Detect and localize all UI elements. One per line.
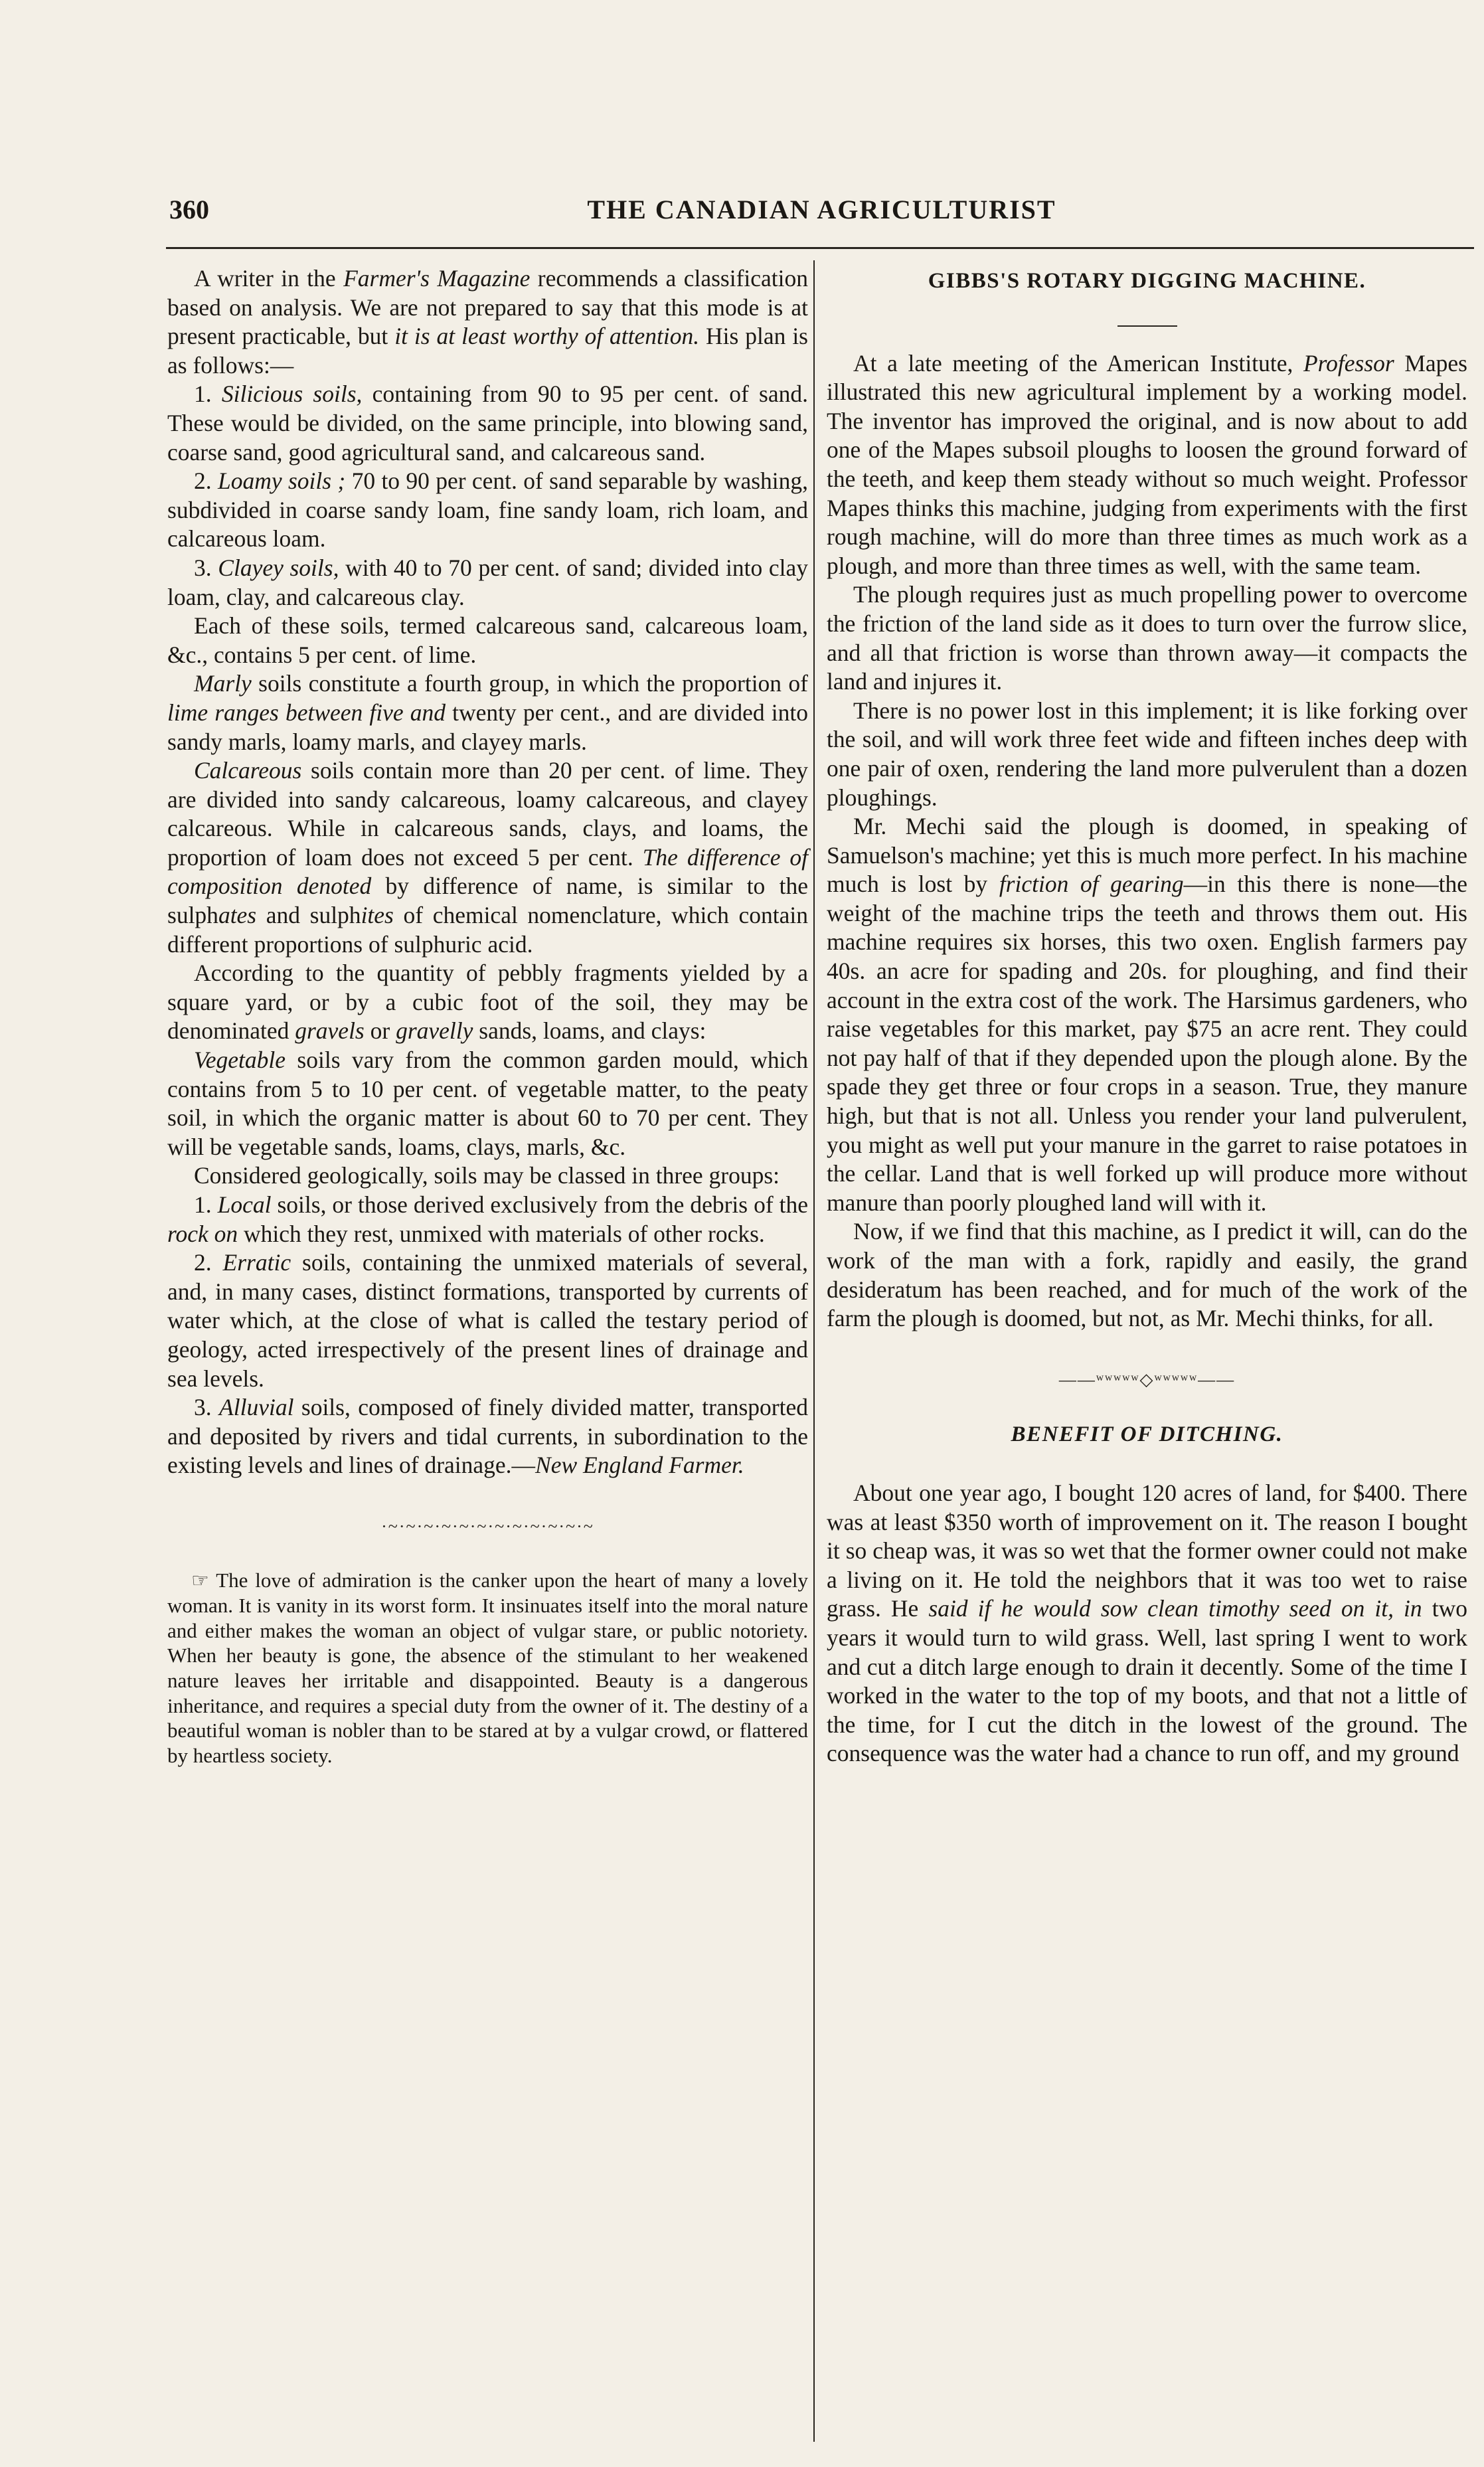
left-column <box>167 264 808 1768</box>
digging-machine-paragraph-3: There is no power lost in this implement; it is like forking over the soil, and will work three feet wide and fifteen inches deep with one pair of oxen, rendering the land more pulverulent than a dozen ploughings. <box>827 697 1467 811</box>
article-heading-digging-machine: GIBBS'S ROTARY DIGGING MACHINE. <box>928 269 1366 293</box>
digging-machine-paragraph-2: The plough requires just as much propelling power to overcome the friction of the land side as it does to turn over the furrow slice, and all that friction is worse than thrown away—it compacts the land and injures it. <box>827 581 1467 695</box>
alluvial-soils-item: 3. Alluvial soils, composed of finely divided matter, transported and deposited by rivers and tidal currents, in subordination to the existing levels and lines of drainage.—New England Farmer. <box>167 1394 808 1479</box>
ditching-paragraph-1: About one year ago, I bought 120 acres of land, for $400. There was at least $350 worth of improvement on it. The reason I bought it so cheap was, it was so wet that the former owner could not make a living on it. He told the neighbors that it was too wet to raise grass. He said if he would sow clean timothy seed on it, in two years it would turn to wild grass. Well, last spring I went to work and cut a ditch large enough to drain it decently. Some of the time I worked in the water to the top of my boots, and that not a little of the time, for I cut the ditch in the lowest of the ground. The consequence was the water had a chance to run off, and my ground <box>827 1479 1467 1767</box>
page-header <box>169 194 1474 226</box>
marly-soils-paragraph: Marly soils constitute a fourth group, in which the proportion of lime ranges between five and twenty per cent., and are divided into sandy marls, loamy marls, and clayey marls. <box>167 670 809 755</box>
loamy-soils-item: 2. Loamy soils ; 70 to 90 per cent. of sand separable by washing, subdivided in coarse sandy loam, fine sandy loam, rich loam, and calcareous loam. <box>167 468 809 553</box>
calcareous-soils-paragraph: Calcareous soils contain more than 20 per cent. of lime. They are divided into sandy calcareous, loamy calcareous, and clayey calcareous. While in calcareous sands, clays, and loams, the proportion of loam does not exceed 5 per cent. The difference of composition denoted by difference of name, is similar to the sulphates and sulphites of chemical nomenclature, which contain different proportions of sulphuric acid. <box>167 757 808 958</box>
section-ornament-right: ——ʷʷʷʷʷ◇ʷʷʷʷʷ—— <box>1058 1369 1236 1389</box>
vegetable-soils-paragraph: Vegetable soils vary from the common garden mould, which contains from 5 to 10 per cent. of vegetable matter, to the peaty soil, in which the organic matter is about 60 to 70 per cent. They will be vegetable sands, loams, clays, marls, &c. <box>167 1047 808 1160</box>
digging-machine-paragraph-4: Mr. Mechi said the plough is doomed, in speaking of Samuelson's machine; yet this is much more perfect. In his machine much is lost by friction of gearing—in this there is none—the weight of the machine trips the teeth and throws them out. His machine requires six horses, this two oxen. English farmers pay 40s. an acre for spading and 20s. for ploughing, and find their account in the extra cost of the work. The Harsimus gardeners, who raise vegetables for this market, pay $75 an acre rent. They could not pay half of that if they depended upon the plough alone. By the spade they get three or four crops in a season. True, they manure high, but that is not all. Unless you render your land pulverulent, you might as well put your manure in the garret to raise potatoes in the cellar. Land that is well forked up will produce more without manure than poorly ploughed land will with it. <box>827 813 1467 1216</box>
right-column <box>827 264 1467 1768</box>
gravel-paragraph: According to the quantity of pebbly fragments yielded by a square yard, or by a cubic foot of the soil, they may be denominated gravels or gravelly sands, loams, and clays: <box>167 960 808 1045</box>
geological-groups-intro: Considered geologically, soils may be classed in three groups: <box>194 1162 780 1189</box>
local-soils-item: 1. Local soils, or those derived exclusively from the debris of the rock on which they rest, unmixed with materials of other rocks. <box>167 1191 808 1247</box>
section-ornament: ·~·~·~·~·~·~·~·~·~·~·~·~ <box>381 1516 594 1536</box>
digging-machine-paragraph-5: Now, if we find that this machine, as I predict it will, can do the work of the man with a fork, rapidly and easily, the grand desideratum has been reached, and for much of the work of the farm the plough is doomed, but not, as Mr. Mechi thinks, for all. <box>827 1218 1467 1332</box>
clayey-soils-item: 3. Clayey soils, with 40 to 70 per cent. of sand; divided into clay loam, clay, and calcareous clay. <box>167 554 809 610</box>
digging-machine-paragraph-1: At a late meeting of the American Institute, Professor Mapes illustrated this new agricultural implement by a working model. The inventor has improved the original, and is now about to add one of the Mapes subsoil ploughs to loosen the ground forward of the teeth, and keep them steady without so much weight. Professor Mapes thinks this machine, judging from experiments with the first rough machine, will do more than three times as much work as a plough, and more than three times as well, with the same team. <box>827 349 1467 579</box>
running-title: THE CANADIAN AGRICULTURIST <box>587 195 1056 224</box>
column-divider <box>813 260 815 2442</box>
silicious-soils-item: 1. Silicious soils, containing from 90 to 95 per cent. of sand. These would be divided, on the same principle, into blowing sand, coarse sand, good agricultural sand, and calcareous sand. <box>167 381 809 466</box>
pointing-hand-icon: ☞ <box>191 1569 209 1592</box>
note-text: The love of admiration is the canker upon the heart of many a lovely woman. It is vanity in its worst form. It insinuates itself into the moral nature and either makes the woman an object of vulgar stare, or public notoriety. When her beauty is gone, the absence of the stimulant to her weakened nature leaves her irritable and disappointed. Beauty is a dangerous inheritance, and requires a special duty from the owner of it. The destiny of a beautiful woman is nobler than to be stared at by a vulgar crowd, or flattered by heartless society. <box>167 1568 808 1767</box>
article-heading-ditching: BENEFIT OF DITCHING. <box>1011 1422 1283 1447</box>
page-number: 360 <box>169 195 209 224</box>
erratic-soils-item: 2. Erratic soils, containing the unmixed materials of several, and, in many cases, distinct formations, transported by currents of water which, at the close of what is called the testary period of geology, acted irrespectively of the present lines of drainage and sea levels. <box>167 1249 809 1392</box>
intro-paragraph: A writer in the Farmer's Magazine recommends a classification based on analysis. We are not prepared to say that this mode is at present practicable, but it is at least worthy of attention. His plan is as follows:— <box>167 265 808 379</box>
admiration-note <box>167 1568 808 1768</box>
header-rule <box>166 247 1474 249</box>
each-soils-paragraph: Each of these soils, termed calcareous sand, calcareous loam, &c., contains 5 per cent. of lime. <box>167 612 808 668</box>
heading-rule <box>1117 325 1177 327</box>
